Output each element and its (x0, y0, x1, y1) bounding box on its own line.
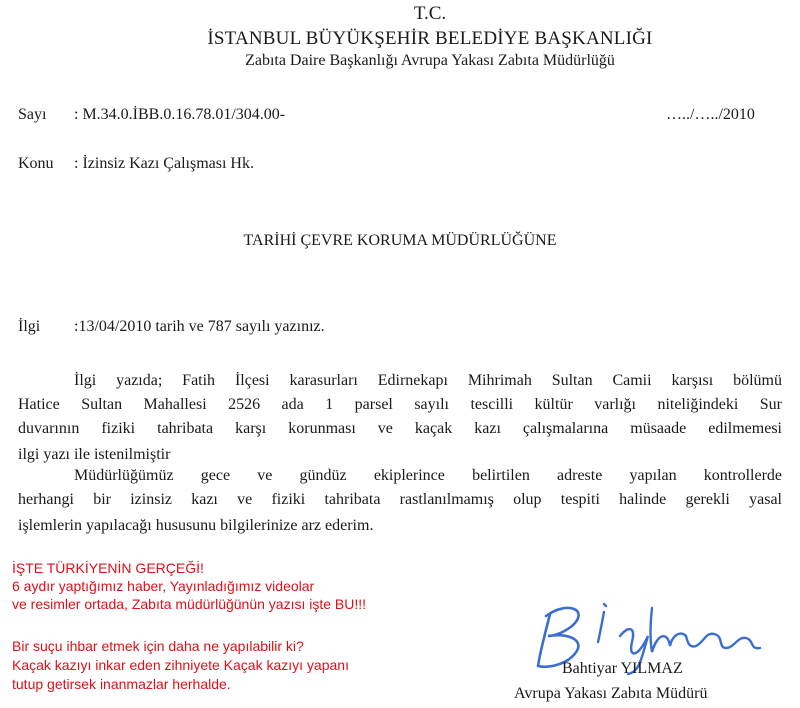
document-date: …../…../2010 (666, 106, 755, 123)
konu-label: Konu (18, 155, 54, 172)
signatory-name: Bahtiyar YILMAZ (562, 660, 683, 677)
annotation-line2: 6 aydır yaptığımız haber, Yayınladığımız videolar (12, 578, 315, 594)
ilgi-label: İlgi (18, 318, 41, 335)
annotation-line6: tutup getirsek inanmazlar herhalde. (12, 676, 231, 692)
annotation-headline: İŞTE TÜRKİYENİN GERÇEĞİ! (12, 560, 204, 576)
body-p2-line1: Müdürlüğümüz gece ve gündüz ekiplerince belirtilen adreste yapılan kontrollerde (74, 467, 782, 484)
header-tc: T.C. (413, 3, 447, 24)
signatory-title: Avrupa Yakası Zabıta Müdürü (514, 685, 708, 702)
body-p1-line4: ilgi yazı ile istenilmiştir (18, 446, 171, 463)
body-p2-line3: işlemlerin yapılacağı hususunu bilgilerinize arz ederim. (18, 517, 374, 534)
ilgi-value: :13/04/2010 tarih ve 787 sayılı yazınız. (74, 318, 325, 335)
annotation-question: Bir suçu ihbar etmek için daha ne yapılabilir ki? (12, 638, 304, 654)
header-institution: İSTANBUL BÜYÜKŞEHİR BELEDİYE BAŞKANLIĞI (207, 28, 653, 49)
body-p1-line1: İlgi yazıda; Fatih İlçesi karasurları Edirnekapı Mihrimah Sultan Camii karşısı bölümü (74, 372, 782, 389)
body-p1-line3: duvarının fiziki tahribata karşı korunması ve kaçak kazı çalışmalarına müsaade edilmemesi (18, 420, 782, 437)
body-p2-line2: herhangi bir izinsiz kazı ve fiziki tahribata rastlanılmamış olup tespiti halinde gerekli yasal (18, 491, 782, 508)
body-p1-line2: Hatice Sultan Mahallesi 2526 ada 1 parsel sayılı tescilli kültür varlığı niteliğindeki Sur (18, 396, 782, 413)
sayi-label: Sayı (18, 106, 47, 123)
annotation-line3: ve resimler ortada, Zabıta müdürlüğünün yazısı işte BU!!! (12, 596, 367, 612)
sayi-value: : M.34.0.İBB.0.16.78.01/304.00- (74, 106, 286, 123)
recipient-heading: TARİHİ ÇEVRE KORUMA MÜDÜRLÜĞÜNE (243, 232, 557, 249)
header-department: Zabıta Daire Başkanlığı Avrupa Yakası Zabıta Müdürlüğü (245, 52, 615, 69)
annotation-line5: Kaçak kazıyı inkar eden zihniyete Kaçak kazıyı yapanı (12, 657, 349, 673)
konu-value: : İzinsiz Kazı Çalışması Hk. (74, 155, 254, 172)
